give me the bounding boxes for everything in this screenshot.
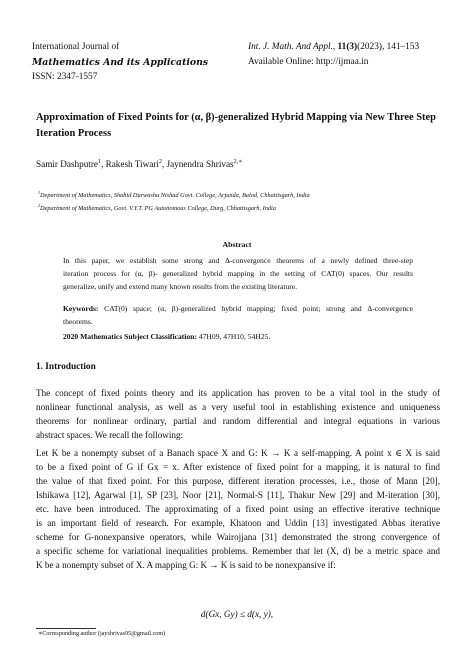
journal-name-line1: International Journal of	[32, 42, 120, 52]
msc-classification	[63, 330, 413, 343]
keywords-label: Keywords:	[63, 304, 99, 313]
body-line: Let K be a nonempty subset of a Banach space X and G: K → K a self-mapping. A point x ∈ X is said	[36, 448, 440, 458]
author-list: Samir Dashputre$^1$, Rakesh Tiwari$^2$, Jaynendra Shrivas$^{2,∗}$	[36, 158, 243, 169]
author-name: Samir Dashputre	[36, 159, 99, 169]
body-line: to be a fixed point of G if Gx = x. After existence of fixed point for a mapping, it is natural to find	[36, 462, 440, 472]
body-line: etc. have been introduced. The approximating of a fixed point using an effective iterative technique	[36, 504, 440, 514]
author-name: Jaynendra Shrivas	[166, 159, 234, 169]
msc-value: 47H09, 47H10, 54H25.	[196, 332, 271, 341]
abstract-line: In this paper, we establish some strong and Δ-convergence theorems of a newly defined three-step	[63, 256, 413, 265]
affiliation-sup: 1	[38, 189, 41, 195]
author-name: Rakesh Tiwari	[105, 159, 159, 169]
issn: ISSN: 2347-1557	[32, 72, 98, 82]
body-line: K be a nonempty subset of X. A mapping G: K → K is said to be nonexpansive if:	[36, 560, 336, 570]
journal-header	[32, 40, 208, 85]
affiliation-sup: 2	[38, 202, 41, 208]
body-line: scheme for G-nonexpansive operators, while Wairojjana [31] demonstrated the strong convergence of	[36, 532, 440, 542]
available-online[interactable]: Available Online: http://ijmaa.in	[248, 57, 369, 67]
abstract-line: iteration process for (α, β)- generalized hybrid mapping in the setting of CAT(0) spaces. Our results	[63, 269, 413, 278]
body-line: is an important field of research. For example, Khatoon and Uddin [13] investigated Abbas iterative	[36, 518, 440, 528]
keywords-text: CAT(0) space; (α, β)-generalized hybrid mapping; fixed point; strong and Δ-convergence	[98, 304, 413, 313]
body-line: Ishikawa [12], Agarwal [1], SP [23], Noor [21], Normal-S [11], Thakur New [29] and M-iteration [30],	[36, 490, 440, 500]
paper-title: Approximation of Fixed Points for (α, β)-generalized Hybrid Mapping via New Three Step Iteration Process	[36, 112, 436, 139]
keywords	[63, 302, 413, 328]
journal-name-line2: Mathematics And its Applications	[32, 57, 209, 68]
body-line: abstract spaces. We recall the following:	[36, 430, 184, 440]
author-sup: 2,∗	[233, 158, 243, 165]
abstract-heading: Abstract	[222, 240, 252, 249]
keywords-text-cont: theorems.	[63, 317, 93, 326]
author-sup: 2	[158, 158, 162, 165]
body-line: theorems for nonlinear ordinary, partial and random differential and integral equations in various	[36, 416, 440, 426]
msc-label: 2020 Mathematics Subject Classification:	[63, 332, 197, 341]
body-line: the value of that fixed point. For this purpose, different iteration processes, i.e., those of Mann [20],	[36, 476, 440, 486]
citation-header	[248, 40, 419, 70]
affiliation	[38, 189, 310, 199]
affiliation-text: Department of Mathematics, Govt. V.Y.T. PG Autonomous College, Durg, Chhattisgarh, India	[40, 205, 276, 212]
body-line: The concept of fixed points theory and its application has proven to be a vital tool in the study of	[36, 388, 440, 398]
body-line: nonlinear functional analysis, as well as a very useful tool in establishing existence and uniqueness	[36, 402, 440, 412]
affiliation-text: Department of Mathematics, Shahid Durwasha Nishad Govt. College, Arjunda, Balod, Chhattisgarh, India	[40, 192, 310, 199]
affiliation	[38, 202, 276, 212]
footnote-rule	[36, 628, 96, 629]
body-line: a specific scheme for variational inequalities problems. Remember that let (X, d) be a metric space and	[36, 546, 440, 556]
abstract-line: generalize, unify and extend many known results from the existing literature.	[63, 282, 298, 291]
equation: d(Gx, Gy) ≤ d(x, y),	[200, 609, 274, 619]
abstract-text	[63, 254, 413, 293]
citation: Int. J. Math. And Appl., 11(3)(2023), 141–153	[248, 42, 420, 52]
footnote: ∗Corresponding author (jayshrivas95@gmail.com)	[38, 630, 166, 637]
section-heading: 1. Introduction	[36, 362, 96, 372]
author-sup: 1	[98, 158, 101, 165]
